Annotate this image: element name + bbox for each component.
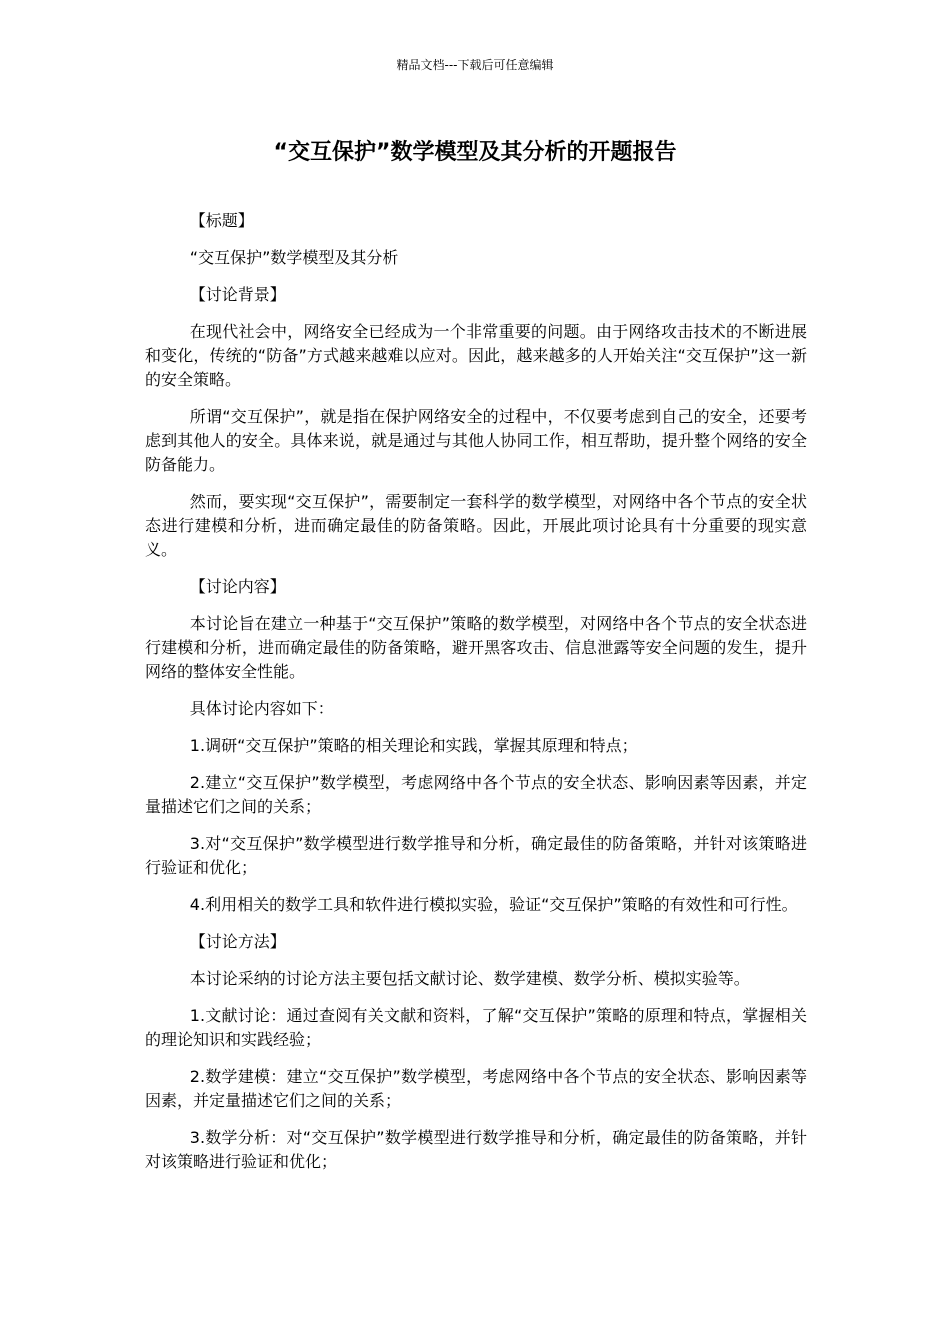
section-heading-methods: 【讨论方法】 (189, 932, 286, 951)
content-item-1: 1.调研“交互保护”策略的相关理论和实践，掌握其原理和特点； (189, 736, 638, 755)
section-heading-content: 【讨论内容】 (189, 577, 286, 596)
section-heading-title: 【标题】 (189, 211, 254, 230)
methods-item-1: 1.文献讨论：通过查阅有关文献和资料，了解“交互保护”策略的原理和特点，掌握相关的理论知识和实践经验； (145, 1006, 807, 1049)
title-text: “交互保护”数学模型及其分析 (189, 248, 399, 267)
content-intro: 具体讨论内容如下： (189, 699, 334, 718)
content-item-3: 3.对“交互保护”数学模型进行数学推导和分析，确定最佳的防备策略，并针对该策略进行验证和优化； (145, 834, 807, 877)
methods-item-3: 3.数学分析：对“交互保护”数学模型进行数学推导和分析，确定最佳的防备策略，并针对该策略进行验证和优化； (145, 1128, 807, 1171)
methods-intro: 本讨论采纳的讨论方法主要包括文献讨论、数学建模、数学分析、模拟实验等。 (189, 969, 750, 988)
content-item-4: 4.利用相关的数学工具和软件进行模拟实验，验证“交互保护”策略的有效性和可行性。 (189, 895, 798, 914)
background-paragraph-1: 在现代社会中，网络安全已经成为一个非常重要的问题。由于网络攻击技术的不断进展和变化，传统的“防备”方式越来越难以应对。因此，越来越多的人开始关注“交互保护”这一新的安全策略。 (145, 322, 807, 389)
content-paragraph-1: 本讨论旨在建立一种基于“交互保护”策略的数学模型，对网络中各个节点的安全状态进行建模和分析，进而确定最佳的防备策略，避开黑客攻击、信息泄露等安全问题的发生，提升网络的整体安全性能。 (145, 614, 807, 681)
page-header-note: 精品文档---下载后可任意编辑 (396, 58, 554, 72)
document-body (145, 209, 807, 1187)
background-paragraph-2: 所谓“交互保护”，就是指在保护网络安全的过程中，不仅要考虑到自己的安全，还要考虑到其他人的安全。具体来说，就是通过与其他人协同工作，相互帮助，提升整个网络的安全防备能力。 (145, 407, 807, 474)
content-item-2: 2.建立“交互保护”数学模型，考虑网络中各个节点的安全状态、影响因素等因素，并定量描述它们之间的关系； (145, 773, 807, 816)
document-title: “交互保护”数学模型及其分析的开题报告 (273, 140, 677, 165)
methods-item-2: 2.数学建模：建立“交互保护”数学模型，考虑网络中各个节点的安全状态、影响因素等因素，并定量描述它们之间的关系； (145, 1067, 807, 1110)
section-heading-background: 【讨论背景】 (189, 285, 286, 304)
background-paragraph-3: 然而，要实现“交互保护”，需要制定一套科学的数学模型，对网络中各个节点的安全状态进行建模和分析，进而确定最佳的防备策略。因此，开展此项讨论具有十分重要的现实意义。 (145, 492, 807, 559)
